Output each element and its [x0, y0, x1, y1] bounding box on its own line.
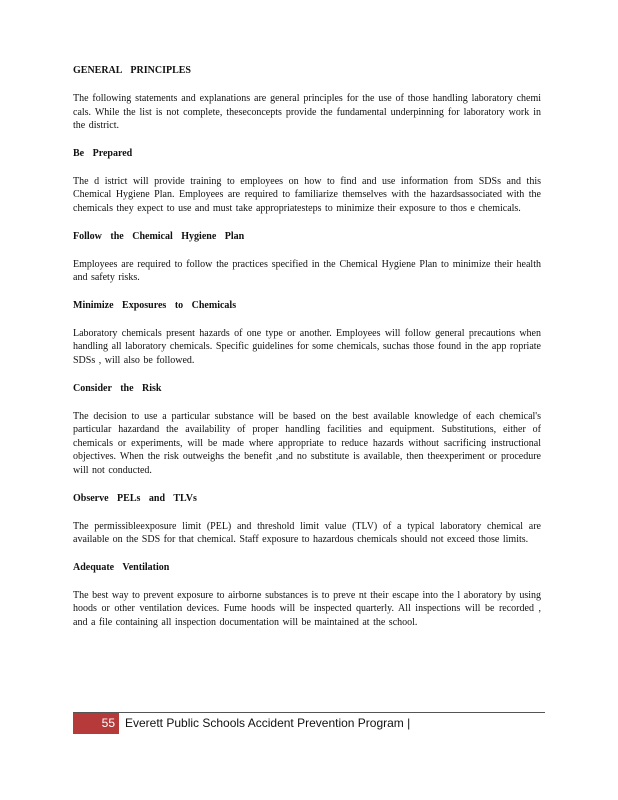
section-be-prepared: [73, 147, 541, 216]
section-consider-risk: [73, 382, 541, 478]
section-paragraph: The decision to use a particular substance will be based on the best available knowledge of each chemical's particular hazardand the availability of proper handling facilities and equipment. Substitutions, either of chemicals or experiments, will be made where appropriate to reduce hazards without sacrificing instructional objectives. When the risk outweighs the benefit ,and no substitute is available, then theexperiment or procedure will not conducted.: [73, 410, 541, 476]
section-heading: Follow the Chemical Hygiene Plan: [73, 230, 245, 242]
section-paragraph: Laboratory chemicals present hazards of one type or another. Employees will follow general precautions when handling all laboratory chemicals. Specific guidelines for some chemicals, suchas those found in the app ropriate SDSs , will also be followed.: [73, 327, 541, 366]
section-paragraph: The d istrict will provide training to employees on how to find and use information from SDSs and this Chemical Hygiene Plan. Employees are required to familiarize themselves with the hazardsassociated with the chemicals they expect to use and must take appropriatesteps to minimize their exposure to thos e chemicals.: [73, 175, 541, 214]
page-number: 55: [73, 713, 119, 734]
section-minimize-exposures: [73, 299, 541, 368]
section-pels-tlvs: [73, 492, 541, 547]
section-heading: GENERAL PRINCIPLES: [73, 65, 191, 76]
section-heading: Consider the Risk: [73, 382, 162, 394]
page-footer: [73, 712, 545, 734]
section-heading: Be Prepared: [73, 147, 133, 159]
section-paragraph: The permissibleexposure limit (PEL) and threshold limit value (TLV) of a typical laboratory chemical are available on the SDS for that chemical. Staff exposure to hazardous chemicals should not exceed those limits.: [73, 520, 541, 546]
footer-title: Everett Public Schools Accident Prevention Program |: [125, 716, 411, 730]
section-follow-plan: [73, 230, 541, 285]
section-heading: Minimize Exposures to Chemicals: [73, 299, 237, 311]
section-heading: Observe PELs and TLVs: [73, 492, 197, 504]
section-paragraph: The following statements and explanations are general principles for the use of those handling laboratory chemi cals. While the list is not complete, theseconcepts provide the fundamental underpinning for laboratory work in the district.: [73, 93, 541, 132]
page-content: [73, 64, 541, 643]
section-paragraph: The best way to prevent exposure to airborne substances is to preve nt their escape into the l aboratory by using hoods or other ventilation devices. Fume hoods will be inspected quarterly. All inspections will be recorded , and a file containing all inspection documentation will be maintained at the school.: [73, 589, 541, 628]
section-paragraph: Employees are required to follow the practices specified in the Chemical Hygiene Plan to minimize their health and safety risks.: [73, 258, 541, 284]
section-adequate-ventilation: [73, 561, 541, 630]
section-general-principles: [73, 64, 541, 133]
section-heading: Adequate Ventilation: [73, 561, 170, 573]
